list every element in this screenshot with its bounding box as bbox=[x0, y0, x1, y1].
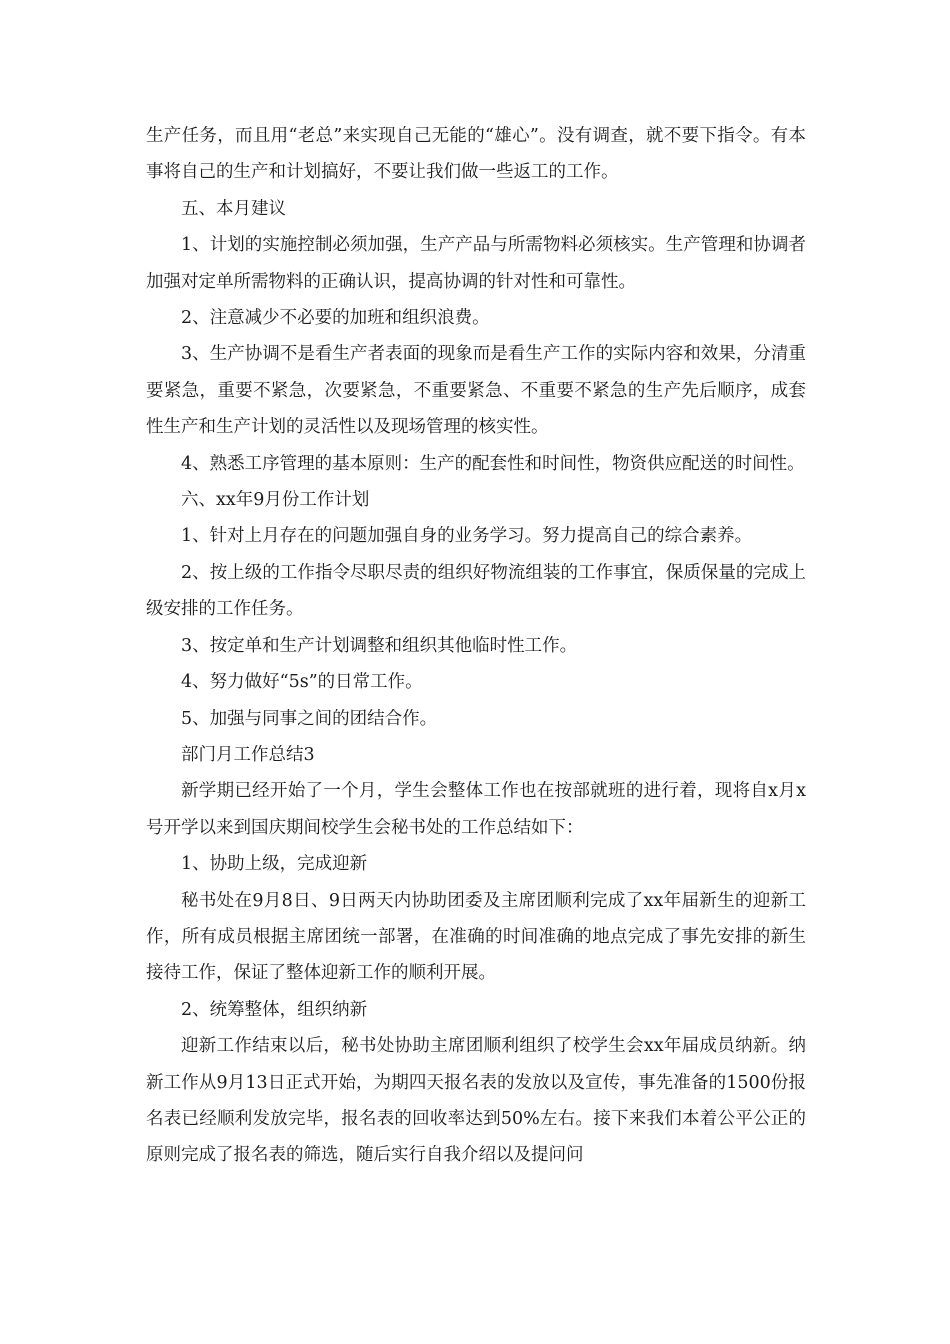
body-paragraph: 3、按定单和生产计划调整和组织其他临时性工作。 bbox=[181, 635, 578, 656]
body-paragraph: 4、熟悉工序管理的基本原则：生产的配套性和时间性，物资供应配送的时间性。 bbox=[181, 453, 805, 474]
body-paragraph: 2、注意减少不必要的加班和组织浪费。 bbox=[181, 308, 490, 329]
section-heading: 六、xx年9月份工作计划 bbox=[181, 490, 370, 511]
body-paragraph: 迎新工作结束以后，秘书处协助主席团顺利组织了校学生会xx年届成员纳新。纳新工作从9月13日正式开始，为期四天报名表的发放以及宣传，事先准备的1500份报名表已经顺利发放完毕，报名表的回收率达到50%左右。接下来我们本着公平公正的原则完成了报名表的筛选，随后实行自我介绍以及提问问 bbox=[146, 1036, 806, 1166]
section-heading: 1、协助上级，完成迎新 bbox=[181, 854, 368, 875]
body-paragraph: 1、针对上月存在的问题加强自身的业务学习。努力提高自己的综合素养。 bbox=[181, 526, 753, 547]
section-heading: 部门月工作总结3 bbox=[181, 744, 315, 765]
section-heading: 2、统筹整体，组织纳新 bbox=[181, 999, 368, 1020]
body-paragraph: 3、生产协调不是看生产者表面的现象而是看生产工作的实际内容和效果，分清重要紧急，重要不紧急，次要紧急，不重要紧急、不重要不紧急的生产先后顺序，成套性生产和生产计划的灵活性以及现场管理的核实性。 bbox=[146, 344, 806, 438]
body-paragraph: 4、努力做好“5s”的日常工作。 bbox=[181, 672, 423, 693]
body-paragraph: 新学期已经开始了一个月，学生会整体工作也在按部就班的进行着，现将自x月x号开学以来到国庆期间校学生会秘书处的工作总结如下： bbox=[146, 781, 806, 838]
body-paragraph: 生产任务，而且用“老总”来实现自己无能的“雄心”。没有调查，就不要下指令。有本事将自己的生产和计划搞好，不要让我们做一些返工的工作。 bbox=[146, 126, 806, 183]
body-paragraph: 2、按上级的工作指令尽职尽责的组织好物流组装的工作事宜，保质保量的完成上级安排的工作任务。 bbox=[146, 562, 806, 620]
body-paragraph: 秘书处在9月8日、9日两天内协助团委及主席团顺利完成了xx年届新生的迎新工作，所有成员根据主席团统一部署，在准确的时间准确的地点完成了事先安排的新生接待工作，保证了整体迎新工作的顺利开展。 bbox=[146, 890, 806, 984]
section-heading: 五、本月建议 bbox=[181, 198, 286, 219]
document-body bbox=[146, 118, 806, 1174]
body-paragraph: 5、加强与同事之间的团结合作。 bbox=[181, 708, 438, 729]
body-paragraph: 1、计划的实施控制必须加强，生产产品与所需物料必须核实。生产管理和协调者加强对定单所需物料的正确认识，提高协调的针对性和可靠性。 bbox=[146, 235, 806, 292]
